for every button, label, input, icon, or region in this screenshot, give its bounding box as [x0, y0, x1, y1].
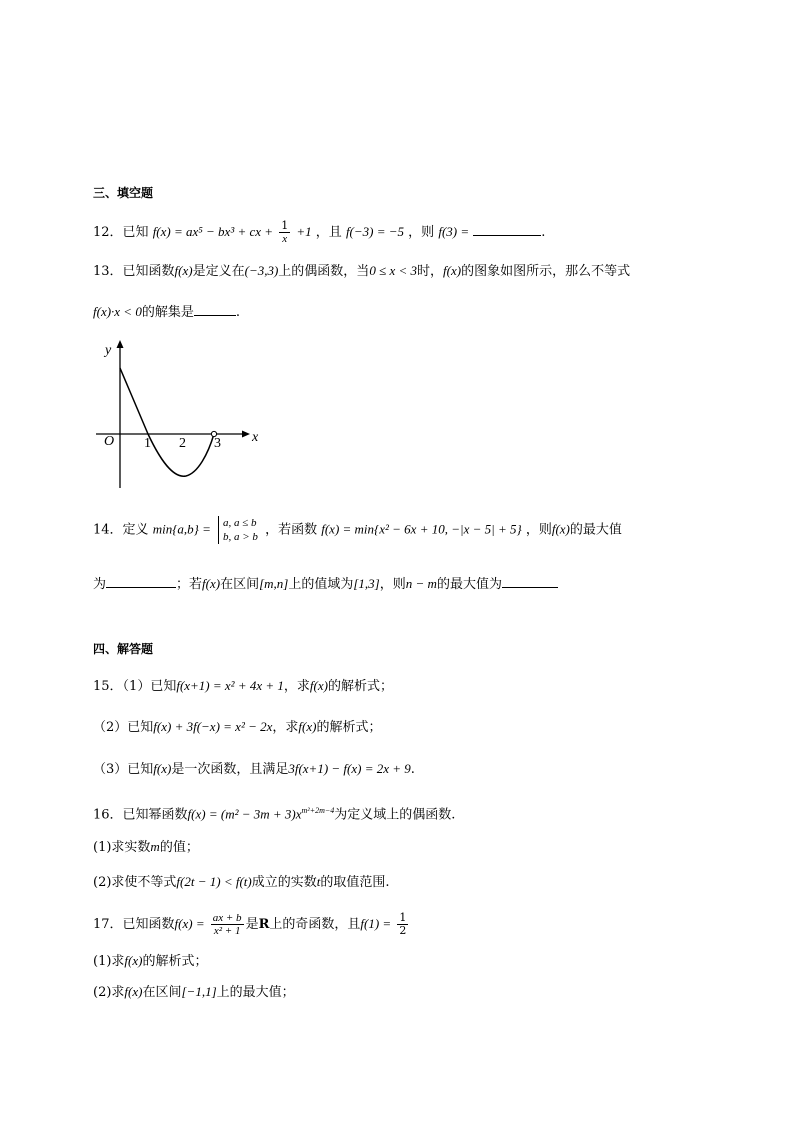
q13-text-e: 的图象如图所示，那么不等式 [461, 264, 631, 279]
q14-fx: f(x) [551, 521, 570, 537]
q17-b: 是 [245, 917, 259, 932]
q15-p3-c: . [410, 762, 415, 777]
q17-fx: f(x) = [174, 916, 205, 931]
question-12 [93, 220, 545, 245]
q16-p2-expr: f(2t − 1) < f(t) [176, 874, 252, 889]
question-14-line-2 [93, 574, 558, 594]
q12-ask: f(3) = [438, 224, 470, 239]
q15-p1-expr: f(x+1) = x² + 4x + 1 [176, 678, 284, 693]
q13-text-d: 时， [417, 264, 444, 279]
q14-range: [1,3] [353, 576, 380, 591]
q16-a: 16．已知幂函数 [93, 807, 188, 823]
q14-line2-d: 上的值域为 [288, 577, 354, 592]
q12-frac-num: 1 [281, 219, 289, 232]
question-14-line-1 [93, 516, 622, 544]
question-16 [93, 802, 455, 824]
question-16-part-1 [93, 838, 199, 857]
q17-frac-den: x² + 1 [213, 925, 241, 937]
q14-line2-c: 在区间 [220, 577, 260, 592]
q14-line2-f: 的最大值为 [436, 577, 502, 592]
q12-end: . [541, 225, 546, 240]
x-label: x [252, 430, 259, 445]
q16-p2-b: 成立的实数 [251, 875, 317, 890]
q14-line2-b: ；若 [176, 577, 203, 592]
q12-middle: ，且 [315, 225, 342, 240]
q16-exponent: m²+2m−4 [301, 806, 335, 815]
question-17-part-1 [93, 952, 207, 971]
question-15-part-1 [93, 677, 393, 696]
y-axis-arrow [117, 340, 124, 348]
q17-p1-b: 的解析式； [142, 954, 208, 969]
q17-a: 17．已知函数 [93, 917, 175, 932]
q14-answer-blank-2 [502, 574, 558, 588]
question-15-part-3 [93, 760, 415, 779]
q14-function: f(x) = min{x² − 6x + 10, −|x − 5| + 5} [321, 521, 522, 537]
q15-p3-a: （3）已知 [93, 762, 154, 777]
q13-text-b: 是定义在 [192, 264, 245, 279]
q12-formula-a: f(x) = ax⁵ − bx³ + cx + [152, 224, 274, 239]
tick-label-1: 1 [144, 436, 151, 451]
q17-p2-b: 在区间 [142, 985, 182, 1000]
section-4-title: 四、解答题 [93, 642, 154, 656]
q17-fraction [211, 912, 244, 937]
q15-p2-a: （2）已知 [93, 720, 154, 735]
q15-p1-b: ，求 [283, 679, 310, 694]
origin-label: O [104, 434, 115, 449]
q13-fx: f(x) [174, 263, 193, 278]
q15-p2-expr: f(x) + 3f(−x) = x² − 2x [153, 719, 273, 734]
q14-text-mid: ，若函数 [265, 522, 318, 538]
q14-answer-blank-1 [106, 574, 176, 588]
q17-frac-num: ax + b [212, 912, 242, 924]
q16-p2-c: 的取值范围. [320, 875, 390, 890]
q16-b: 为定义域上的偶函数. [334, 807, 456, 823]
q17-p2-c: 上的最大值； [216, 985, 295, 1000]
q17-R: R [258, 917, 270, 932]
tick-label-3: 3 [214, 436, 221, 451]
q14-interval: [m,n] [259, 576, 289, 591]
q14-line2-a: 为 [93, 577, 107, 592]
q17-p1-a: (1)求 [93, 954, 125, 969]
q14-difference: n − m [405, 576, 437, 591]
q16-p2-t: t [316, 874, 321, 889]
q17-p2-a: (2)求 [93, 985, 125, 1000]
q12-formula-b: +1 [296, 224, 312, 239]
q14-min-definition: min{a,b} = [152, 521, 211, 537]
q17-cond: f(1) = [360, 916, 392, 931]
function-graph [92, 338, 262, 490]
q15-p3-fx: f(x) [153, 761, 172, 776]
q13-inequality: f(x)·x < 0 [93, 304, 142, 319]
q14-line2-e: ，则 [379, 577, 406, 592]
q13-text-a: 13．已知函数 [93, 264, 175, 279]
q15-p2-b: ，求 [272, 720, 299, 735]
question-16-part-2 [93, 873, 390, 892]
function-curve [120, 368, 214, 476]
q17-p1-fx: f(x) [124, 953, 143, 968]
q17-cond-num: 1 [399, 911, 407, 924]
question-13-line-1 [93, 262, 630, 281]
q16-p1-m: m [150, 839, 160, 854]
q16-expr: f(x) = (m² − 3m + 3)x [187, 806, 302, 822]
q15-p1-a: 15．（1）已知 [93, 679, 177, 694]
q17-cond-fraction [397, 912, 408, 937]
q16-p1-a: (1)求实数 [93, 840, 151, 855]
q15-p2-fx: f(x) [298, 719, 317, 734]
question-17 [93, 912, 410, 937]
q12-frac-den: x [282, 233, 288, 245]
question-15-part-2 [93, 718, 381, 737]
q13-condition: 0 ≤ x < 3 [369, 263, 417, 278]
q14-text-tail2: 的最大值 [569, 522, 622, 538]
q12-fraction [279, 220, 290, 245]
question-17-part-2 [93, 983, 295, 1002]
q12-suffix: ，则 [408, 225, 435, 240]
q14-prefix: 14．定义 [93, 522, 149, 538]
q15-p1-fx: f(x) [309, 678, 328, 693]
q14-case-1: a, a ≤ b [223, 517, 257, 529]
q13-text-c: 上的偶函数，当 [278, 264, 370, 279]
q17-p2-interval: [−1,1] [181, 984, 217, 999]
q15-p2-c: 的解析式； [316, 720, 382, 735]
q15-p1-c: 的解析式； [327, 679, 393, 694]
question-13-line-2 [93, 302, 240, 322]
q12-answer-blank [473, 222, 541, 236]
x-axis-arrow [242, 431, 250, 438]
q15-p3-b: 是一次函数，且满足 [171, 762, 289, 777]
q13-text-f: 的解集是 [141, 305, 194, 320]
tick-label-2: 2 [179, 436, 186, 451]
q17-p2-fx: f(x) [124, 984, 143, 999]
y-label: y [105, 343, 112, 358]
q12-condition: f(−3) = −5 [345, 224, 405, 239]
q13-end: . [235, 305, 240, 320]
q12-prefix: 12．已知 [93, 225, 149, 240]
q17-c: 上的奇函数，且 [269, 917, 361, 932]
q17-cond-den: 2 [399, 924, 407, 937]
q13-fx-2: f(x) [443, 263, 462, 278]
q14-text-tail: ，则 [525, 522, 552, 538]
q14-case-2: b, a > b [223, 531, 258, 543]
q13-interval: (−3,3) [244, 263, 279, 278]
section-3-title: 三、填空题 [93, 186, 154, 200]
q14-piecewise [218, 516, 258, 544]
q14-line2-fx: f(x) [202, 576, 221, 591]
q16-p2-a: (2)求使不等式 [93, 875, 177, 890]
q16-p1-b: 的值； [159, 840, 199, 855]
q15-p3-expr: 3f(x+1) − f(x) = 2x + 9 [288, 761, 411, 776]
q13-answer-blank [194, 302, 236, 316]
